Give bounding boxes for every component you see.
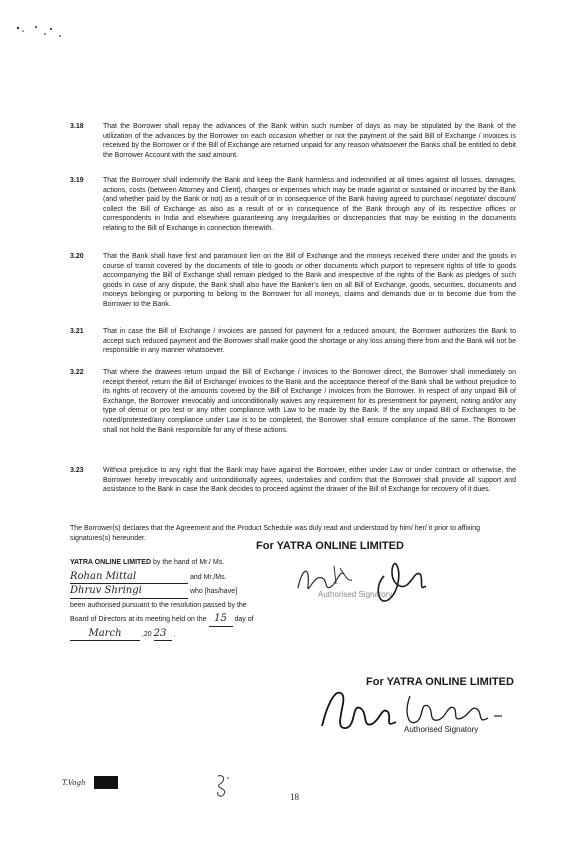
page-number: 18 — [290, 792, 299, 802]
stamp-2-company: For YATRA ONLINE LIMITED — [366, 676, 514, 688]
authorised-text: been authorised pursuant to the resolution passed by the — [70, 601, 247, 609]
stamp-1-company: For YATRA ONLINE LIMITED — [256, 540, 404, 552]
clause-text: That in case the Bill of Exchange / invoices are passed for payment for a reduced amount, the Borrower authorizes the Bank to accept such reduced payment and the Borrower shall make good the shortage or any loss arising there from and the Bank will not be responsible in any manner whatsoever. — [103, 328, 516, 355]
clause-3-21 — [70, 327, 516, 356]
initials-mark: T.Vogh — [62, 779, 86, 787]
clause-number: 3.18 — [70, 123, 84, 130]
scan-specks — [14, 22, 74, 42]
signature-1 — [292, 556, 432, 612]
clause-3-18 — [70, 122, 516, 160]
clause-number: 3.19 — [70, 177, 84, 184]
meeting-month: March — [70, 627, 140, 642]
who-text: who [has/have] — [189, 588, 238, 595]
stamp-1-signatory: Authorised Signatory — [318, 590, 393, 599]
clause-3-23 — [70, 466, 516, 495]
title-2: Mr./Ms. — [203, 573, 227, 581]
clause-3-20 — [70, 252, 516, 310]
meeting-day: 15 — [209, 612, 233, 627]
borrower-declaration: The Borrower(s) declares that the Agreement and the Product Schedule was duly read and understood by him/ her/ it prior to affixing signatures(s) hereunder. — [70, 525, 480, 542]
company-name: YATRA ONLINE LIMITED — [70, 559, 152, 566]
board-text: Board of Directors at its meeting held on the — [70, 616, 207, 623]
day-of-text: day of — [234, 616, 254, 623]
signatory-name-1: Rohan Mittal — [70, 570, 188, 585]
clause-text: That the Borrower shall repay the advances of the Bank within such number of days as may be stipulated by the Bank of the utilization of the advances by the Borrower on each occasion whether or not the payment of the said Bill of Exchange / invoices is received by the Borrower or if the Bill of Exchange are returned unpaid for any reason whatsoever the Banks shall be entitled to debit the Borrower Account with the said amount. — [103, 123, 516, 159]
initials-scribble — [210, 772, 236, 802]
clause-number: 3.22 — [70, 369, 84, 376]
by-hand-text: by the hand of — [152, 559, 198, 566]
stamp-2-signatory: Authorised Signatory — [404, 725, 479, 734]
clause-text: That the Bank shall have first and paramount lien on the Bill of Exchange and the moneys received there under and the goods in course of transit covered by the documents of title to goods or other documents which purport to represent rights of title to goods accompanying the Bill of Exchange shall remain pledged to the Bank and irrespective of the rights of the Bank as pledges of such goods in case of any dispute, the Bank shall also have the Banker's lien on all Bill of Exchange, goods, securities, documents and moneys belonging or purporting to belong to the Borrower for all moneys, claims and demands due or to become due from the Borrower to the Bank. — [103, 253, 516, 308]
period: . — [173, 630, 176, 638]
clause-text: That where the drawees return unpaid the Bill of Exchange / invoices to the Borrower direct, the Borrower shall immediately on receipt thereof, return the Bill of Exchange/ invoices to the Bank and the acceptance thereof of the Bank shall be without prejudice to its rights of recovery of the amounts covered by the Bill of Exchange / invoices from the Borrower. In respect of any unpaid Bill of Exchange, the Borrower irrevocably and unconditionally waives any requirement for its presentment for payment, noting and/or any type of demur or pro test or any other compliance with Law to be made by the Bank. If the any unpaid Bill of Exchanges to be noted/protested/any compliance under Law is to be completed, the Borrower shall ensure compliance of the same. The Borrower shall not hold the Bank responsible for any of these actions. — [103, 369, 516, 434]
clause-3-22 — [70, 368, 516, 435]
clause-number: 3.20 — [70, 253, 84, 260]
clause-text: Without prejudice to any right that the Bank may have against the Borrower, either under Law or under contract or otherwise, the Borrower hereby irrevocably and unconditionally agrees, undertakes and confirm that the Borrower shall provide all support and assistance to the Bank in case the Bank decides to proceed against the drawer of the Bill of Exchange for recovery of it dues. — [103, 467, 516, 494]
redaction-block — [94, 776, 118, 789]
signatory-name-2: Dhruv Shringi — [70, 584, 188, 599]
and-text: and — [189, 573, 202, 581]
year-prefix: ,20 — [141, 630, 152, 638]
meeting-year: 23 — [154, 627, 172, 642]
clause-3-19 — [70, 176, 516, 234]
execution-block — [70, 556, 256, 641]
clause-number: 3.21 — [70, 328, 84, 335]
clause-text: That the Borrower shall indemnify the Bank and keep the Bank harmless and indemnified at all times against all losses, damages, actions, costs (between Attorney and Client), charges or expenses which may be made against or sustained or incurred by the Bank (and whether paid by the Bank or not) as a result of or in consequence of the Bank having agreed to purchase/ negotiate/ discount/ collect the Bill of Exchange as also as a result of or in consequence of the Bank through any of its respective offices or correspondents in India and elsewhere guaranteeing any irregularities or discrepancies that may be existing in the documents relating to the Bill of Exchange in connection therewith. — [103, 177, 516, 232]
title-1: Mr./ Ms. — [199, 559, 225, 566]
clause-number: 3.23 — [70, 467, 84, 474]
